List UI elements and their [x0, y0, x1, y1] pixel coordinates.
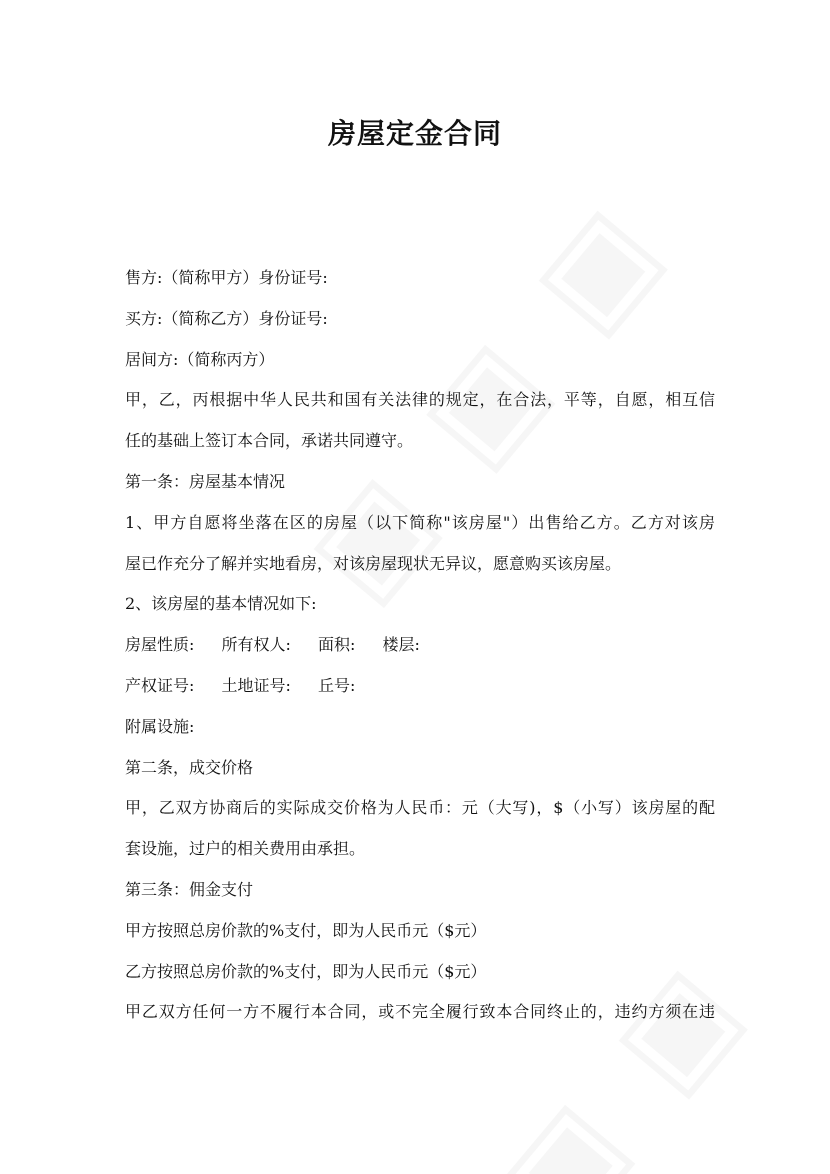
- hill-no-field: 丘号:: [318, 675, 356, 695]
- agent-line: 居间方:（简称丙方）: [125, 349, 275, 369]
- owner-field: 所有权人:: [221, 635, 291, 655]
- buyer-line: 买方:（简称乙方）身份证号:: [125, 308, 328, 328]
- certificate-row: [125, 666, 715, 707]
- facilities-line: 附属设施:: [125, 716, 195, 736]
- paragraph-line: 甲乙双方任何一方不履行本合同，或不完全履行致本合同终止的，违约方须在违: [125, 1002, 715, 1022]
- area-field: 面积:: [318, 635, 356, 655]
- article-heading: 第二条，成交价格: [125, 757, 254, 777]
- article-heading: 第三条：佣金支付: [125, 879, 254, 899]
- paragraph-line: 套设施，过户的相关费用由承担。: [125, 839, 366, 859]
- paragraph-line: 屋已作充分了解并实地看房，对该房屋现状无异议，愿意购买该房屋。: [125, 553, 622, 573]
- house-info-row: [125, 625, 715, 666]
- preamble-line: 甲，乙，丙根据中华人民共和国有关法律的规定，在合法，平等，自愿，相互信: [125, 390, 715, 410]
- document-body: [125, 258, 715, 1033]
- property-cert-field: 产权证号:: [125, 675, 195, 695]
- floor-field: 楼层:: [382, 635, 420, 655]
- paragraph-line: 乙方按照总房价款的%支付，即为人民币元（$元）: [125, 961, 487, 981]
- article-heading: 第一条：房屋基本情况: [125, 471, 286, 491]
- house-nature-field: 房屋性质:: [125, 635, 195, 655]
- paragraph-line: 甲，乙双方协商后的实际成交价格为人民币：元（大写)，$（小写）该房屋的配: [125, 798, 715, 818]
- document-title: 房屋定金合同: [327, 117, 502, 150]
- land-cert-field: 土地证号:: [221, 675, 291, 695]
- paragraph-line: 1、甲方自愿将坐落在区的房屋（以下简称"该房屋"）出售给乙方。乙方对该房: [125, 512, 715, 532]
- preamble-line: 任的基础上签订本合同，承诺共同遵守。: [125, 431, 414, 451]
- paragraph-line: 甲方按照总房价款的%支付，即为人民币元（$元）: [125, 920, 487, 940]
- seller-line: 售方:（简称甲方）身份证号:: [125, 268, 328, 287]
- paragraph-line: 2、该房屋的基本情况如下:: [125, 594, 317, 614]
